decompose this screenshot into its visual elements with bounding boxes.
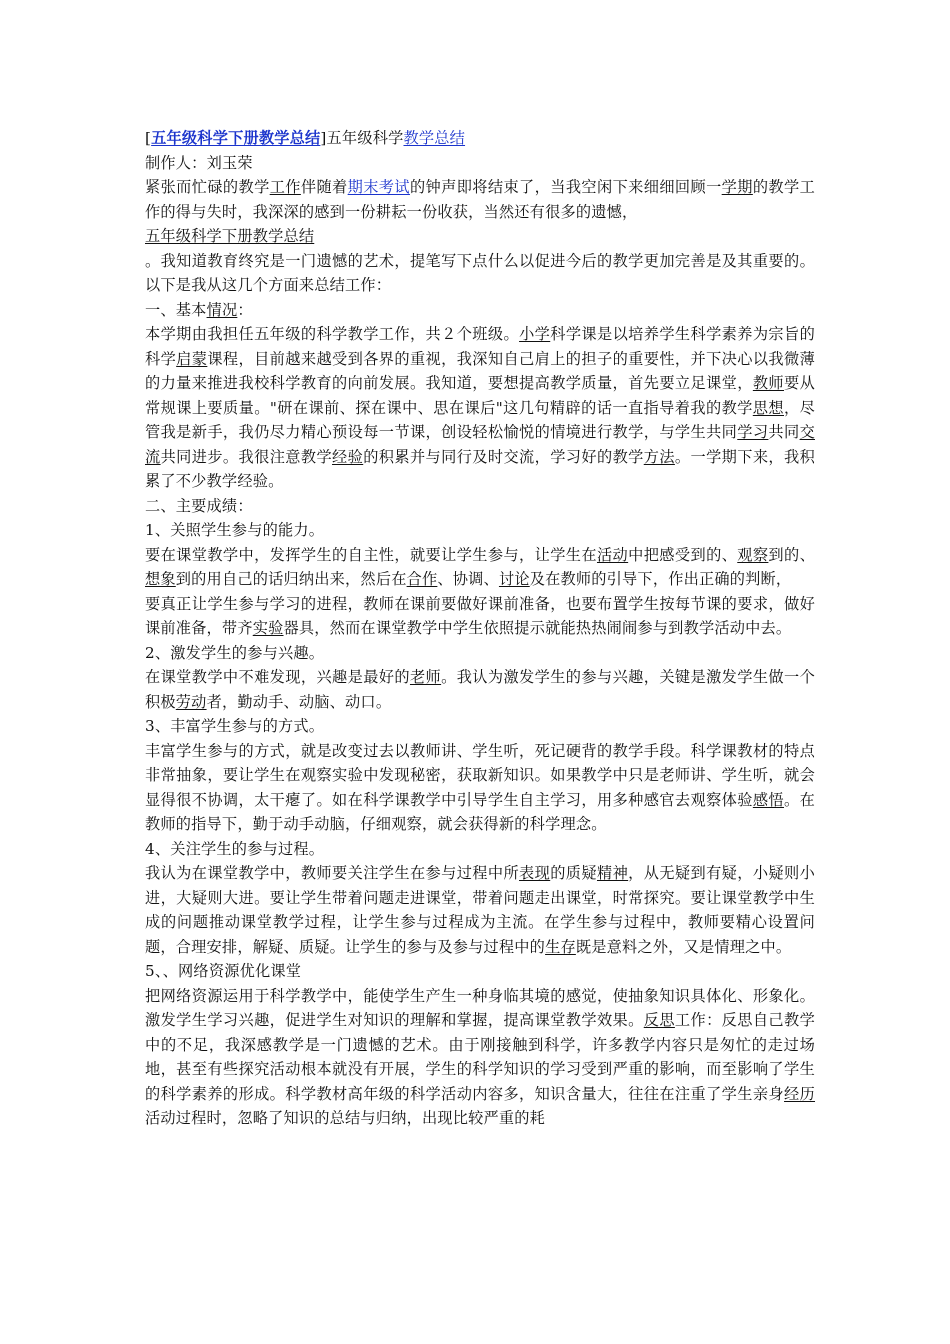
para-text: 的质疑 <box>550 864 597 882</box>
para-text: 中把感受到的、 <box>628 545 738 564</box>
link-imagine[interactable]: 想象 <box>145 570 176 588</box>
para-text: 本学期由我担任五年级的科学教学工作，共２个班级。 <box>145 325 520 343</box>
link-survive[interactable]: 生存 <box>545 937 576 956</box>
link-situation[interactable]: 情况 <box>206 300 238 319</box>
heading-text: ： <box>237 300 253 319</box>
para-text: 的积累并与同行及时交流，学习好的教学 <box>363 447 644 466</box>
intro-continuation: 。我知道教育终究是一门遗憾的艺术，提笔写下点什么以促进今后的教学更加完善是及其重要的。以下是我从这几个方面来总结工作： <box>145 251 815 294</box>
para-text: 活动过程时，忽略了知识的总结与归纳，出现比较严重的耗 <box>145 1109 546 1127</box>
intro-title-link-line <box>145 224 815 249</box>
link-feel[interactable]: 感悟 <box>752 790 785 809</box>
item2-title: 2、激发学生的参与兴趣。 <box>145 643 325 662</box>
para-text: 器具，然而在课堂教学中学生依照提示就能热热闹闹参与到教学活动中去。 <box>283 619 792 637</box>
para-text: 。我认为激发学生的参与兴趣，关键是激发学生做一个积极 <box>145 668 815 711</box>
para-text: 要真正让学生参与学习的进程，教师在课前要做好课前准备，也要布置学生按每节课的要求，做好课前准备，带齐 <box>145 594 815 637</box>
para-text: 共同进步。我很注意教学 <box>160 447 333 466</box>
para-text: 。在教师的指导下，勤于动手动脑，仔细观察，就会获得新的科学理念。 <box>145 790 815 833</box>
para-text: 既是意料之外，又是情理之中。 <box>575 937 792 956</box>
author-line <box>145 151 815 176</box>
link-spirit[interactable]: 精神 <box>596 864 629 882</box>
link-primary-school[interactable]: 小学 <box>519 325 551 343</box>
bracket-close: ] <box>320 129 327 147</box>
item2-paragraph <box>145 665 815 714</box>
item4-paragraph <box>145 861 815 959</box>
para-text: ，从无疑到有疑，小疑则小进，大疑则大进。要让学生带着问题走进课堂，带着问题走出课堂，时常探究。要让课堂教学中生成的问题推动课堂教学过程，让学生参与过程成为主流。在学生参与过程中，教师要精心设置问题，合理安排，解疑、质疑。让学生的参与及参与过程中的 <box>145 864 815 956</box>
para-text: 在课堂教学中不难发现，兴趣是最好的 <box>145 668 410 686</box>
intro-text: 紧张而忙碌的教学 <box>145 178 270 196</box>
link-semester[interactable]: 学期 <box>721 178 753 196</box>
link-cooperation[interactable]: 合作 <box>406 570 438 588</box>
link-reflect[interactable]: 反思 <box>643 1011 675 1029</box>
heading-text: 一、基本 <box>145 300 207 319</box>
intro-text: 伴随着 <box>300 178 348 196</box>
teaching-summary-link[interactable]: 教学总结 <box>403 129 466 147</box>
section1-paragraph <box>145 322 815 494</box>
item1-paragraph-2 <box>145 592 815 641</box>
link-teacher-2[interactable]: 老师 <box>409 668 442 686</box>
link-observe[interactable]: 观察 <box>737 545 769 564</box>
link-teacher[interactable]: 教师 <box>752 374 785 392</box>
para-text: 。一学期下来，我积累了不少教学经验。 <box>145 447 815 490</box>
item1-paragraph <box>145 543 815 592</box>
link-summary-title[interactable]: 五年级科学下册教学总结 <box>145 227 315 245</box>
para-text: 我认为在课堂教学中，教师要关注学生在参与过程中所 <box>145 864 520 882</box>
link-thought[interactable]: 思想 <box>752 398 784 417</box>
para-text: 及在教师的引导下，作出正确的判断， <box>529 570 792 588</box>
item4-title: 4、关注学生的参与过程。 <box>145 839 325 858</box>
author-name: 刘玉荣 <box>206 153 253 172</box>
para-text: 共同 <box>768 423 800 441</box>
header-title-link[interactable]: 五年级科学下册教学总结 <box>151 129 321 147</box>
para-text: 、协调、 <box>437 570 499 588</box>
item3-title: 3、丰富学生参与的方式。 <box>145 717 325 735</box>
para-text: 工作：反思自己教学中的不足，我深感教学是一门遗憾的艺术。由于刚接触到科学，许多教学内容只是匆忙的走过场地，甚至有些探究活动根本就没有开展，学生的科学知识的学习受到严重的影响，而至影响了学生的科学素养的形成。科学教材高年级的科学活动内容多，知识含量大，往往在注重了学生亲身 <box>145 1011 815 1103</box>
para-text: 科学课是以培养学生科学素养为宗旨的科学 <box>145 325 815 368</box>
link-perform[interactable]: 表现 <box>519 864 551 882</box>
link-enlighten[interactable]: 启蒙 <box>176 349 208 368</box>
intro-text: 的钟声即将结束了，当我空闲下来细细回顾一 <box>409 178 722 196</box>
para-text: 课程，目前越来越受到各界的重视，我深知自己肩上的担子的重要性，并下决心以我微薄的力量来推进我校科学教育的向前发展。我知道，要想提高教学质量，首先要立足课堂， <box>145 349 815 392</box>
link-activity[interactable]: 活动 <box>596 545 629 564</box>
link-undergo[interactable]: 经历 <box>784 1084 816 1103</box>
para-text: 把网络资源运用于科学教学中，能使学生产生一种身临其境的感觉，使抽象知识具体化、形象化。激发学生学习兴趣，促进学生对知识的理解和掌握，提高课堂教学效果。 <box>145 986 815 1029</box>
para-text: 要从常规课上要质量。"研在课前、探在课中、思在课后"这几句精辟的话一直指导着我的教学 <box>145 374 815 417</box>
author-label: 制作人： <box>145 153 207 172</box>
section1-heading <box>145 298 815 323</box>
item5-title: 5、、网络资源优化课堂 <box>145 962 302 980</box>
para-text: 到的用自己的话归纳出来，然后在 <box>175 570 407 588</box>
link-method[interactable]: 方法 <box>643 447 675 466</box>
link-exchange[interactable]: 交流 <box>145 423 815 466</box>
para-text: ，尽管我是新手，我仍尽力精心预设每一节课，创设轻松愉悦的情境进行教学，与学生共同 <box>145 398 815 441</box>
link-work[interactable]: 工作 <box>269 178 301 196</box>
header-title-plain: 五年级科学 <box>326 129 404 147</box>
para-text: 者，勤动手、动脑、动口。 <box>206 692 392 711</box>
intro-paragraph <box>145 175 815 224</box>
intro-text: 的教学工作的得与失时，我深深的感到一份耕耘一份收获，当然还有很多的遗憾， <box>145 178 815 221</box>
item1-title: 1、关照学生参与的能力。 <box>145 521 325 539</box>
link-final-exam[interactable]: 期末考试 <box>347 178 410 196</box>
section2-heading: 二、主要成绩： <box>145 496 253 515</box>
item3-paragraph <box>145 739 815 837</box>
document-header <box>145 126 815 151</box>
item5-paragraph <box>145 984 815 1131</box>
link-experience[interactable]: 经验 <box>332 447 364 466</box>
link-labor[interactable]: 劳动 <box>175 692 207 711</box>
para-text: 到的、 <box>768 545 815 564</box>
document-body <box>145 126 815 1131</box>
link-learn[interactable]: 学习 <box>737 423 769 441</box>
link-discuss[interactable]: 讨论 <box>498 570 530 588</box>
para-text: 丰富学生参与的方式，就是改变过去以教师讲、学生听，死记硬背的教学手段。科学课教材的特点非常抽象，要让学生在观察实验中发现秘密，获取新知识。如果教学中只是老师讲、学生听，就会显得很不协调，太干瘪了。如在科学课教学中引导学生自主学习，用多种感官去观察体验 <box>145 741 815 809</box>
link-experiment[interactable]: 实验 <box>252 619 284 637</box>
para-text: 要在课堂教学中，发挥学生的自主性，就要让学生参与，让学生在 <box>145 545 597 564</box>
bracket-open: [ <box>145 129 152 147</box>
